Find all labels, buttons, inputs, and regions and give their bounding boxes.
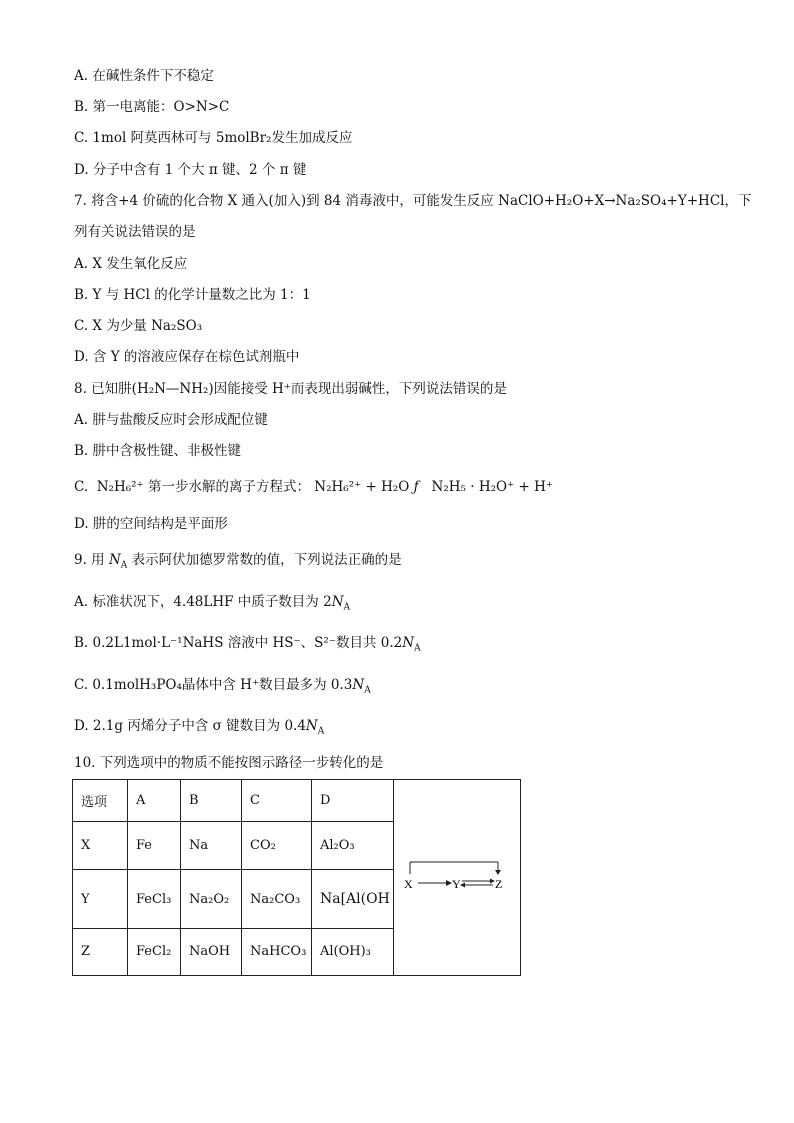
table-cell: CO₂ xyxy=(242,822,312,870)
conversion-diagram-cell xyxy=(394,780,521,976)
q7-option-b: B. Y 与 HCl 的化学计量数之比为 1：1 xyxy=(74,287,311,303)
q8-option-b: B. 肼中含极性键、非极性键 xyxy=(74,443,242,459)
equilibrium-arrow-icon: ƒ xyxy=(413,479,419,495)
table-header-cell: C xyxy=(242,780,312,822)
q6-option-a: A. 在碱性条件下不稳定 xyxy=(74,68,214,84)
z-to-y-arrow-head xyxy=(460,883,465,888)
table-cell: Na₂O₂ xyxy=(181,870,242,928)
q9-stem xyxy=(74,551,402,569)
q8-option-a: A. 肼与盐酸反应时会形成配位键 xyxy=(74,412,268,428)
q9-option-d-value: $0.4N_A$ xyxy=(284,718,325,737)
q9-option-a-text: A. 标准状况下，4.48LHF 中质子数目为 xyxy=(74,594,319,610)
q9-option-d xyxy=(74,717,324,735)
q9-stem-prefix: 9. 用 xyxy=(74,552,105,568)
table-header-cell: D xyxy=(312,780,394,822)
avogadro-symbol: $N_A$ xyxy=(108,552,128,571)
table-cell: FeCl₂ xyxy=(128,928,181,975)
q9-option-c xyxy=(74,676,371,694)
q7-stem-line2: 列有关说法错误的是 xyxy=(74,224,196,240)
table-header-row xyxy=(73,780,521,822)
q8-option-c xyxy=(74,478,553,496)
q9-option-b-value: $0.2N_A$ xyxy=(380,635,421,654)
q7-option-a: A. X 发生氧化反应 xyxy=(74,256,188,272)
q9-option-b-text: B. 0.2L1mol·L⁻¹NaHS 溶液中 HS⁻、S²⁻数目共 xyxy=(74,635,377,651)
q8-option-c-text: 第一步水解的离子方程式： xyxy=(147,479,310,495)
q9-option-a xyxy=(74,593,350,611)
bracket-arrow-head xyxy=(495,870,501,875)
q9-option-c-value: $0.3N_A$ xyxy=(330,677,371,696)
q10-stem: 10. 下列选项中的物质不能按图示路径一步转化的是 xyxy=(74,755,384,771)
table-cell: Al₂O₃ xyxy=(312,822,394,870)
diagram-label-y: Y xyxy=(452,877,461,891)
table-cell: Na₂CO₃ xyxy=(242,870,312,928)
q8-equation-right: N₂H₅ · H₂O⁺ + H⁺ xyxy=(431,479,554,495)
table-cell: Z xyxy=(73,928,128,975)
q9-option-b xyxy=(74,634,421,652)
diagram-label-x: X xyxy=(404,877,413,891)
q8-ion-species: N₂H₆²⁺ xyxy=(96,479,144,495)
q8-equation-left: N₂H₆²⁺ + H₂O xyxy=(314,479,410,495)
q9-option-a-value: $2N_A$ xyxy=(323,594,350,613)
table-header-cell: B xyxy=(181,780,242,822)
table-header-cell: A xyxy=(128,780,181,822)
table-cell: Na[Al(OH xyxy=(312,870,394,928)
conversion-diagram-svg xyxy=(394,780,520,975)
table-cell: X xyxy=(73,822,128,870)
q7-option-c: C. X 为少量 Na₂SO₃ xyxy=(74,318,203,334)
q6-option-b: B. 第一电离能：O>N>C xyxy=(74,99,230,115)
conversion-diagram xyxy=(394,780,520,975)
table-cell: NaHCO₃ xyxy=(242,928,312,975)
q10-options-table xyxy=(72,779,521,976)
table-cell: NaOH xyxy=(181,928,242,975)
diagram-label-z: Z xyxy=(495,877,503,891)
q8-option-c-label: C. xyxy=(74,479,89,495)
table-cell: Y xyxy=(73,870,128,928)
q9-option-c-text: C. 0.1molH₃PO₄晶体中含 H⁺数目最多为 xyxy=(74,677,327,693)
q9-option-d-text: D. 2.1g 丙烯分子中含 σ 键数目为 xyxy=(74,718,281,734)
q8-option-d: D. 肼的空间结构是平面形 xyxy=(74,516,228,532)
table-cell: FeCl₃ xyxy=(128,870,181,928)
table-cell: Al(OH)₃ xyxy=(312,928,394,975)
q8-stem: 8. 已知肼(H₂N—NH₂)因能接受 H⁺而表现出弱碱性，下列说法错误的是 xyxy=(74,381,507,397)
q7-stem-line1: 7. 将含+4 价硫的化合物 X 通入(加入)到 84 消毒液中，可能发生反应 NaClO+H₂O+X→Na₂SO₄+Y+HCl，下 xyxy=(74,193,752,209)
q7-option-d: D. 含 Y 的溶液应保存在棕色试剂瓶中 xyxy=(74,349,300,365)
q9-stem-suffix: 表示阿伏加德罗常数的值，下列说法正确的是 xyxy=(131,552,402,568)
table-cell: Fe xyxy=(128,822,181,870)
q6-option-d: D. 分子中含有 1 个大 π 键、2 个 π 键 xyxy=(74,162,307,178)
q6-option-c: C. 1mol 阿莫西林可与 5molBr₂发生加成反应 xyxy=(74,130,353,146)
table-header-cell: 选项 xyxy=(73,780,128,822)
table-cell: Na xyxy=(181,822,242,870)
